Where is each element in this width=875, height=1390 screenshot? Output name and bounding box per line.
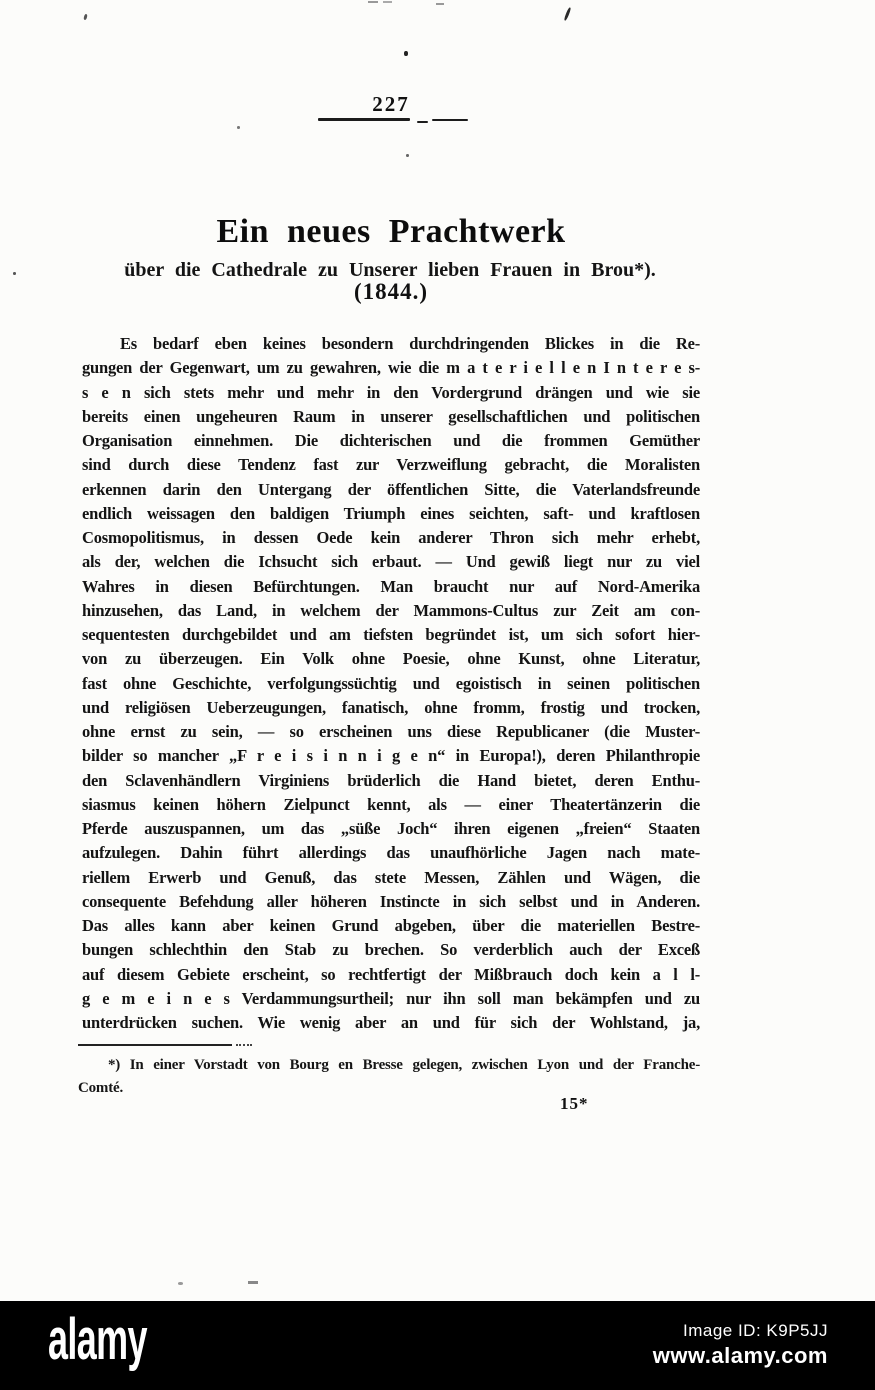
alamy-url: www.alamy.com (652, 1343, 828, 1368)
body-line-14: von zu überzeugen. Ein Volk ohne Poesie, ohne Kunst, ohne Literatur, (82, 649, 700, 669)
body-line-4: bereits einen ungeheuren Raum in unserer gesellschaftlichen und politischen (82, 406, 700, 426)
body-line-8: endlich weissagen den baldigen Triumph eines seichten, saft- und kraftlosen (82, 503, 700, 523)
body-line-24: consequente Befehdung aller höheren Instincte in sich selbst und in Anderen. (82, 891, 700, 911)
scan-speck (368, 1, 378, 3)
body-line-23: riellem Erwerb und Genuß, das stete Messen, Zählen und Wägen, die (82, 867, 700, 887)
body-line-7: erkennen darin den Untergang der öffentlichen Sitte, die Vaterlandsfreunde (82, 479, 700, 499)
footnote (78, 1054, 700, 1100)
body-line-1: Es bedarf eben keines besondern durchdringenden Blickes in die Re- (120, 334, 700, 353)
scan-speck (563, 7, 571, 21)
header-rule-dash (417, 121, 428, 123)
scan-speck (406, 154, 409, 157)
image-id-label: Image ID: K9P5JJ (682, 1321, 828, 1340)
scan-speck (248, 1281, 258, 1284)
footnote-line-2: Comté. (78, 1080, 124, 1096)
header-rule-right (432, 119, 468, 121)
scan-speck (237, 126, 240, 129)
body-line-25: Das alles kann aber keinen Grund abgeben, über die materiellen Bestre- (82, 916, 700, 935)
body-line-18: bilder so mancher „F r e i s i n n i g e n“ in Europa!), deren Philanthropie (82, 746, 700, 766)
signature-mark: 15* (560, 1094, 589, 1113)
body-line-17: ohne ernst zu sein, — so erscheinen uns diese Republicaner (die Muster- (82, 722, 700, 741)
body-line-6: sind durch diese Tendenz fast zur Verzweiflung gebracht, die Moralisten (82, 455, 700, 475)
body-line-3: s e n sich stets mehr und mehr in den Vordergrund drängen und wie sie (82, 382, 700, 402)
footnote-line-1: *) In einer Vorstadt von Bourg en Bresse gelegen, zwischen Lyon und der Franche- (108, 1057, 700, 1073)
body-line-20: siasmus keinen höhern Zielpunct kennt, als — einer Theatertänzerin die (82, 794, 700, 814)
article-year: (1844.) (353, 279, 429, 304)
body-line-12: hinzusehen, das Land, in welchem der Mammons-Cultus zur Zeit am con- (82, 600, 700, 620)
article-title: Ein neues Prachtwerk (216, 212, 566, 250)
body-paragraph (82, 332, 700, 1035)
body-line-26: bungen schlechthin den Stab zu brechen. So verderblich auch der Exceß (82, 940, 700, 960)
body-line-19: den Sclavenhändlern Virginiens brüderlich die Hand bietet, deren Enthu- (82, 770, 700, 790)
scan-speck (178, 1282, 183, 1285)
body-line-9: Cosmopolitismus, in dessen Oede kein anderer Thron sich mehr erhebt, (82, 528, 700, 547)
body-line-10: als der, welchen die Ichsucht sich erbaut. — Und gewiß liegt nur zu viel (82, 552, 700, 572)
header-rule-left (318, 118, 410, 121)
scan-speck (13, 272, 16, 275)
body-line-29: unterdrücken suchen. Wie wenig aber an und für sich der Wohlstand, ja, (82, 1013, 700, 1032)
watermark-info (653, 1321, 828, 1369)
body-line-11: Wahres in diesen Befürchtungen. Man braucht nur auf Nord-Amerika (82, 576, 700, 596)
scan-speck (83, 14, 87, 21)
page-number: 227 (372, 92, 410, 116)
body-line-22: aufzulegen. Dahin führt allerdings das unaufhörliche Jagen nach mate- (82, 843, 700, 863)
alamy-logo: alamy (48, 1307, 147, 1372)
article-subtitle: über die Cathedrale zu Unserer lieben Frauen in Brou*). (124, 258, 656, 281)
body-line-28: g e m e i n e s Verdammungsurtheil; nur ihn soll man bekämpfen und zu (82, 988, 700, 1008)
footnote-rule-dots (236, 1044, 252, 1046)
body-line-21: Pferde auszuspannen, um das „süße Joch“ ihren eigenen „freien“ Staaten (82, 819, 700, 838)
scan-speck (404, 51, 408, 56)
body-line-13: sequentesten durchgebildet und am tiefsten begründet ist, um sich sofort hier- (82, 625, 700, 644)
scan-speck (436, 3, 444, 5)
body-line-5: Organisation einnehmen. Die dichterischen und die frommen Gemüther (82, 431, 700, 450)
body-line-15: fast ohne Geschichte, verfolgungssüchtig und egoistisch in seinen politischen (82, 673, 700, 693)
footnote-rule (78, 1044, 232, 1046)
body-line-16: und religiösen Ueberzeugungen, fanatisch, ohne fromm, frostig und trocken, (82, 697, 700, 717)
scan-speck (383, 1, 392, 3)
body-line-27: auf diesem Gebiete erscheint, so rechtfertigt der Mißbrauch doch kein a l l- (82, 964, 700, 984)
watermark-bar (0, 1301, 875, 1390)
body-line-2: gungen der Gegenwart, um zu gewahren, wie die m a t e r i e l l e n I n t e r e s- (82, 358, 700, 378)
